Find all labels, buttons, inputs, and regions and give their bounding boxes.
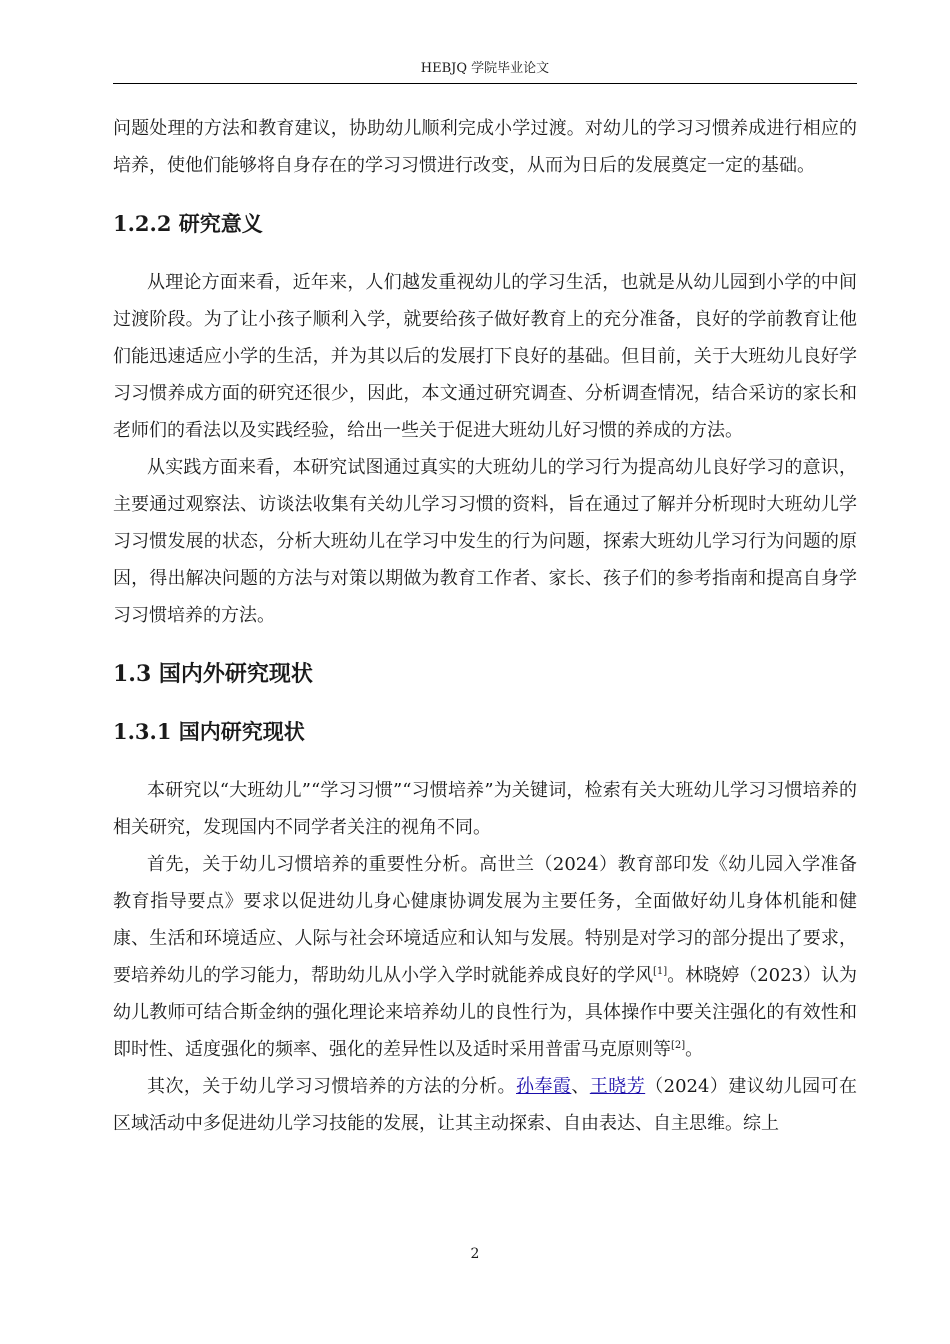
author-link-sun-fengxia[interactable]: 孙奉霞 (516, 1076, 572, 1097)
paragraph-practice-significance: 从实践方面来看，本研究试图通过真实的大班幼儿的学习行为提高幼儿良好学习的意识，主要通过观察法、访谈法收集有关幼儿学习习惯的资料，旨在通过了解并分析现时大班幼儿学习习惯发展的状态，分析大班幼儿在学习中发生的行为问题，探索大班幼儿学习行为问题的原因，得出解决问题的方法与对策以期做为教育工作者、家长、孩子们的参考指南和提高自身学习习惯培养的方法。 (113, 457, 857, 626)
section-heading-1-3-1: 1.3.1 国内研究现状 (113, 719, 305, 744)
page-header: HEBJQ 学院毕业论文 (420, 61, 550, 76)
paragraph-text: 其次，关于幼儿学习习惯培养的方法的分析。 (147, 1076, 516, 1097)
section-heading-1-2-2: 1.2.2 研究意义 (113, 211, 263, 236)
citation-2[interactable]: [2] (671, 1040, 686, 1051)
separator: 、 (571, 1076, 590, 1097)
paragraph-importance-analysis (113, 846, 857, 1068)
author-link-wang-xiaofang[interactable]: 王晓芳 (589, 1076, 646, 1097)
paragraph-text: （2024）建议幼儿园可在区域活动中多促进幼儿学习技能的发展，让其主动探索、自由表达、自主思维。综上 (113, 1076, 858, 1134)
section-heading-1-3: 1.3 国内外研究现状 (113, 661, 313, 687)
paragraph-research-keywords: 本研究以“大班幼儿”“学习习惯”“习惯培养”为关键词，检索有关大班幼儿学习习惯培养的相关研究，发现国内不同学者关注的视角不同。 (113, 780, 857, 838)
header-divider (113, 83, 857, 84)
paragraph-text: 。林晓婷（2023）认为幼儿教师可结合斯金纳的强化理论来培养幼儿的良性行为，具体操作中要关注强化的有效性和即时性、适度强化的频率、强化的差异性以及适时采用普雷马克原则等 (113, 965, 857, 1060)
paragraph-continuation: 问题处理的方法和教育建议，协助幼儿顺利完成小学过渡。对幼儿的学习习惯养成进行相应的培养，使他们能够将自身存在的学习习惯进行改变，从而为日后的发展奠定一定的基础。 (113, 118, 857, 176)
document-body (113, 110, 857, 1142)
paragraph-text: 首先，关于幼儿习惯培养的重要性分析。高世兰（2024）教育部印发《幼儿园入学准备教育指导要点》要求以促进幼儿身心健康协调发展为主要任务，全面做好幼儿身体机能和健康、生活和环境适应、人际与社会环境适应和认知与发展。特别是对学习的部分提出了要求，要培养幼儿的学习能力，帮助幼儿从小学入学时就能养成良好的学风 (113, 854, 857, 986)
paragraph-method-analysis (113, 1068, 857, 1142)
citation-1[interactable]: [1] (653, 966, 668, 977)
paragraph-theory-significance: 从理论方面来看，近年来，人们越发重视幼儿的学习生活，也就是从幼儿园到小学的中间过渡阶段。为了让小孩子顺利入学，就要给孩子做好教育上的充分准备，良好的学前教育让他们能迅速适应小学的生活，并为其以后的发展打下良好的基础。但目前，关于大班幼儿良好学习习惯养成方面的研究还很少，因此，本文通过研究调查、分析调查情况，结合采访的家长和老师们的看法以及实践经验，给出一些关于促进大班幼儿好习惯的养成的方法。 (113, 272, 857, 441)
page-number: 2 (470, 1246, 480, 1262)
paragraph-text: 。 (685, 1039, 704, 1060)
